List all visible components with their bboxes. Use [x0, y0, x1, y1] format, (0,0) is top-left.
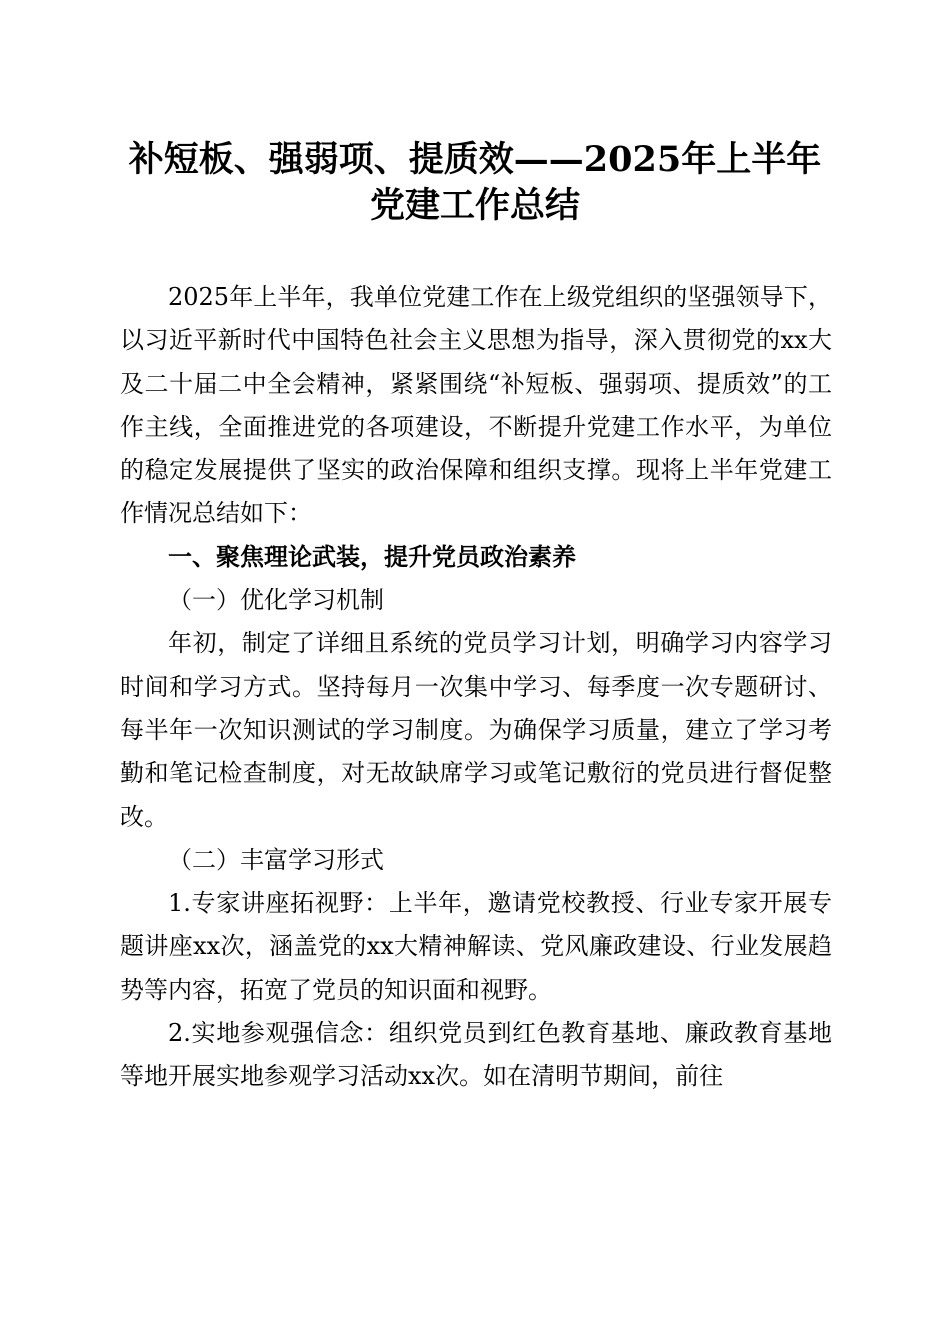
subsection-heading-2: （二）丰富学习形式	[168, 845, 384, 874]
section-heading-1: 一、聚焦理论武装，提升党员政治素养	[168, 542, 576, 571]
document-body	[120, 276, 832, 1099]
subsection-heading-1: （一）优化学习机制	[168, 586, 384, 615]
document-title-line-2: 党建工作总结	[369, 185, 580, 226]
list-item-1: 1.专家讲座拓视野：上半年，邀请党校教授、行业专家开展专题讲座xx次，涵盖党的xx大精神解读、党风廉政建设、行业发展趋势等内容，拓宽了党员的知识面和视野。	[120, 889, 832, 1004]
subsection-1-paragraph: 年初，制定了详细且系统的党员学习计划，明确学习内容学习时间和学习方式。坚持每月一次集中学习、每季度一次专题研讨、每半年一次知识测试的学习制度。为确保学习质量，建立了学习考勤和笔记检查制度，对无故缺席学习或笔记敷衍的党员进行督促整改。	[120, 629, 832, 831]
intro-paragraph: 2025年上半年，我单位党建工作在上级党组织的坚强领导下，以习近平新时代中国特色社会主义思想为指导，深入贯彻党的xx大及二十届二中全会精神，紧紧围绕“补短板、强弱项、提质效”的工作主线，全面推进党的各项建设，不断提升党建工作水平，为单位的稳定发展提供了坚实的政治保障和组织支撑。现将上半年党建工作情况总结如下：	[120, 283, 832, 528]
document-title-line-1: 补短板、强弱项、提质效——2025年上半年	[128, 139, 822, 180]
list-item-2: 2.实地参观强信念：组织党员到红色教育基地、廉政教育基地等地开展实地参观学习活动xx次。如在清明节期间，前往	[120, 1019, 832, 1091]
